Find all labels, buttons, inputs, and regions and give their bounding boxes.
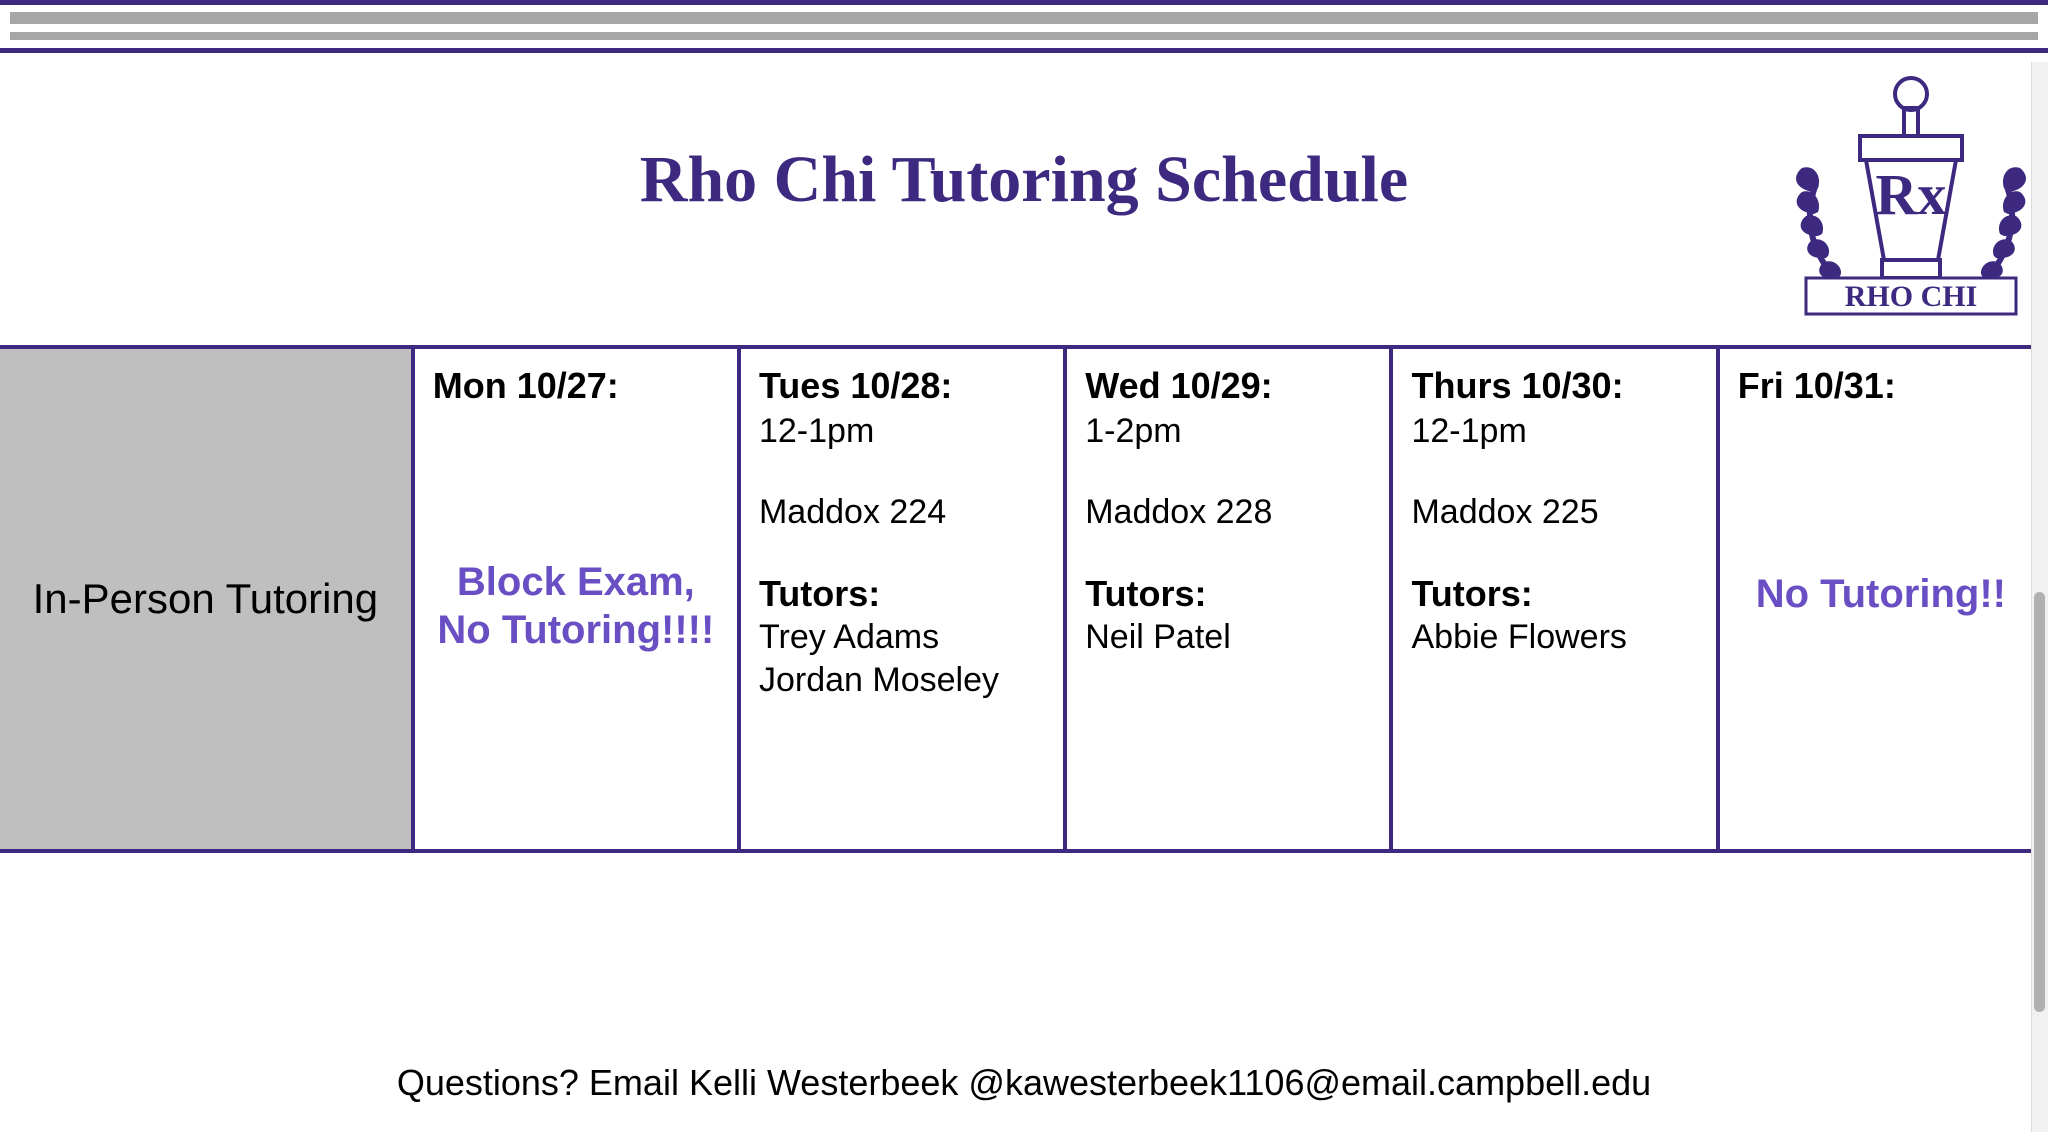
day-heading: Thurs 10/30: bbox=[1411, 365, 1624, 406]
day-notice: No Tutoring!! bbox=[1755, 572, 2006, 616]
slide-canvas bbox=[0, 62, 2048, 1132]
day-cell-monday bbox=[413, 347, 739, 851]
session-room: Maddox 224 bbox=[758, 492, 947, 531]
day-heading: Wed 10/29: bbox=[1085, 365, 1273, 406]
tutor-name: Abbie Flowers bbox=[1411, 618, 1627, 656]
chrome-grey-bar-1 bbox=[10, 12, 2038, 24]
window-chrome bbox=[0, 0, 2048, 62]
tutor-name: Neil Patel bbox=[1085, 618, 1231, 656]
scrollbar-thumb[interactable] bbox=[2034, 592, 2045, 1012]
table-row bbox=[0, 347, 2044, 851]
day-heading: Fri 10/31: bbox=[1737, 365, 1896, 406]
tutors-label: Tutors: bbox=[1411, 573, 1533, 614]
chrome-grey-bar-2 bbox=[10, 32, 2038, 40]
session-room: Maddox 225 bbox=[1411, 492, 1599, 531]
chrome-accent-bar-top bbox=[0, 0, 2048, 5]
day-cell-friday bbox=[1718, 347, 2044, 851]
row-label: In-Person Tutoring bbox=[32, 575, 379, 622]
tutors-label: Tutors: bbox=[1085, 573, 1207, 614]
chrome-accent-bar-bottom bbox=[0, 48, 2048, 53]
day-cell-tuesday bbox=[739, 347, 1065, 851]
row-label-cell bbox=[0, 347, 413, 851]
session-time: 1-2pm bbox=[1085, 412, 1182, 450]
session-time: 12-1pm bbox=[1411, 412, 1527, 450]
tutors-label: Tutors: bbox=[758, 573, 881, 614]
svg-text:RHO CHI: RHO CHI bbox=[1844, 280, 1978, 313]
chrome-spacer bbox=[0, 54, 2048, 62]
day-heading: Mon 10/27: bbox=[432, 365, 619, 406]
day-cell-thursday bbox=[1391, 347, 1717, 851]
rho-chi-crest-logo bbox=[1786, 64, 2036, 322]
crest-monogram: Rx bbox=[1875, 162, 1947, 227]
day-heading: Tues 10/28: bbox=[758, 365, 953, 406]
tutor-name: Jordan Moseley bbox=[758, 660, 999, 699]
crest-banner bbox=[1806, 278, 2016, 314]
tutor-name: Trey Adams bbox=[758, 618, 940, 656]
day-cell-wednesday bbox=[1065, 347, 1391, 851]
day-notice: Block Exam, No Tutoring!!!! bbox=[437, 560, 715, 652]
tutoring-schedule-table bbox=[0, 345, 2046, 853]
vertical-scrollbar[interactable] bbox=[2031, 62, 2048, 1132]
session-room: Maddox 228 bbox=[1085, 492, 1273, 531]
page-title: Rho Chi Tutoring Schedule bbox=[639, 143, 1409, 216]
session-time: 12-1pm bbox=[758, 412, 875, 450]
contact-footer: Questions? Email Kelli Westerbeek @kawesterbeek1106@email.campbell.edu bbox=[396, 1062, 1652, 1103]
